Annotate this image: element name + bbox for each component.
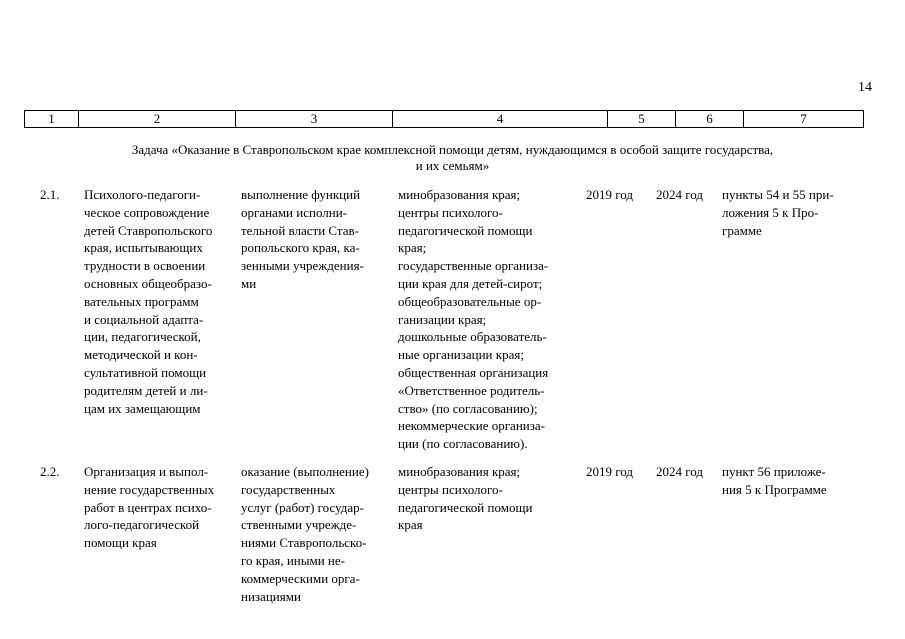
reference-cell	[722, 186, 860, 239]
text-line: общественная организация	[398, 364, 549, 380]
text-line: методической и кон-	[84, 347, 198, 363]
text-line: зенными учреждения-	[241, 258, 364, 274]
end-year: 2024 год	[656, 187, 703, 202]
text-line: услуг (работ) государ-	[241, 499, 364, 515]
text-line: края, испытывающих	[84, 240, 203, 256]
row-number: 2.2.	[40, 464, 60, 479]
executors-cell	[398, 463, 578, 534]
text-line: педагогической помощи	[398, 499, 533, 515]
text-line: ниями Ставропольско-	[241, 535, 367, 551]
text-line: края	[398, 517, 423, 533]
text-line: ции, педагогической,	[84, 329, 201, 345]
text-line: тельной власти Став-	[241, 222, 359, 238]
text-line: помощи края	[84, 535, 157, 551]
text-line: коммерческими орга-	[241, 570, 360, 586]
header-col-1: 1	[25, 111, 79, 127]
task-heading	[0, 142, 905, 174]
text-line: дошкольные образователь-	[398, 329, 547, 345]
text-line: трудности в освоении	[84, 258, 206, 274]
text-line: ции края для детей-сирот;	[398, 275, 543, 291]
text-line: общеобразовательные ор-	[398, 293, 542, 309]
text-line: пункт 56 приложе-	[722, 464, 826, 479]
text-line: ложения 5 к Про-	[722, 204, 819, 220]
text-line: лого-педагогической	[84, 517, 200, 533]
table-header-row	[24, 110, 864, 128]
reference-cell	[722, 463, 860, 499]
result-cell	[241, 186, 391, 293]
header-col-6: 6	[676, 111, 744, 127]
measure-cell	[84, 186, 234, 417]
text-line: сультативной помощи	[84, 364, 207, 380]
text-line: низациями	[241, 588, 301, 604]
start-year: 2019 год	[586, 464, 633, 479]
text-line: ческое сопровождение	[84, 204, 210, 220]
page-number: 14	[858, 80, 872, 95]
measure-cell	[84, 463, 234, 552]
text-line: ственными учрежде-	[241, 517, 357, 533]
text-line: ния 5 к Программе	[722, 481, 827, 497]
text-line: вательных программ	[84, 293, 199, 309]
task-heading-line: Задача «Оказание в Ставропольском крае комплексной помощи детям, нуждающимся в особой защите государства,	[131, 142, 774, 157]
header-col-7: 7	[800, 111, 807, 126]
text-line: выполнение функций	[241, 187, 361, 202]
header-col-2: 2	[79, 111, 236, 127]
text-line: го края, иными не-	[241, 552, 345, 568]
text-line: минобразования края;	[398, 464, 521, 479]
text-line: родителям детей и ли-	[84, 382, 208, 398]
text-line: минобразования края;	[398, 187, 521, 202]
text-line: края;	[398, 240, 427, 256]
task-heading-line: и их семьям»	[415, 158, 490, 173]
text-line: пункты 54 и 55 при-	[722, 187, 834, 202]
text-line: и социальной адапта-	[84, 311, 204, 327]
header-col-5: 5	[608, 111, 676, 127]
text-line: государственных	[241, 481, 336, 497]
text-line: центры психолого-	[398, 204, 503, 220]
text-line: цам их замещающим	[84, 400, 201, 416]
text-line: ропольского края, ка-	[241, 240, 360, 256]
text-line: основных общеобразо-	[84, 275, 212, 291]
result-cell	[241, 463, 391, 605]
text-line: грамме	[722, 222, 762, 238]
start-year: 2019 год	[586, 187, 633, 202]
header-col-4: 4	[393, 111, 608, 127]
text-line: некоммерческие организа-	[398, 418, 545, 434]
text-line: ные организации края;	[398, 347, 524, 363]
text-line: Психолого-педагоги-	[84, 187, 201, 202]
text-line: педагогической помощи	[398, 222, 533, 238]
executors-cell	[398, 186, 578, 453]
text-line: ганизации края;	[398, 311, 487, 327]
text-line: Организация и выпол-	[84, 464, 209, 479]
text-line: ции (по согласованию).	[398, 436, 528, 452]
text-line: государственные организа-	[398, 258, 549, 274]
text-line: центры психолого-	[398, 481, 503, 497]
text-line: детей Ставропольского	[84, 222, 213, 238]
text-line: нение государственных	[84, 481, 215, 497]
text-line: ство» (по согласованию);	[398, 400, 538, 416]
text-line: органами исполни-	[241, 204, 348, 220]
row-number: 2.1.	[40, 187, 60, 202]
text-line: «Ответственное родитель-	[398, 382, 545, 398]
text-line: оказание (выполнение)	[241, 464, 369, 479]
end-year: 2024 год	[656, 464, 703, 479]
header-col-3: 3	[236, 111, 393, 127]
text-line: работ в центрах психо-	[84, 499, 212, 515]
text-line: ми	[241, 275, 257, 291]
